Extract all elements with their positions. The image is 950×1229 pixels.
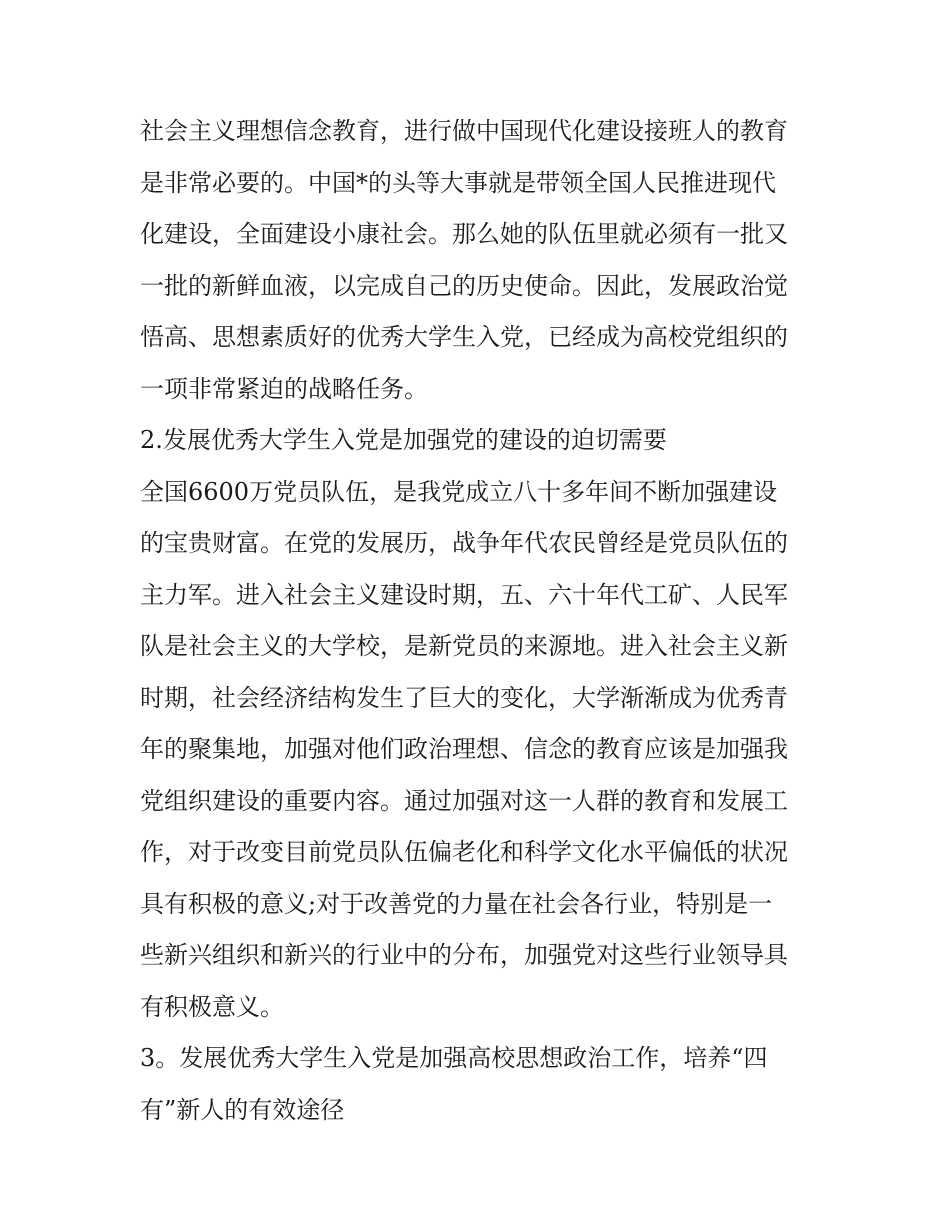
section-heading-3: 3。发展优秀大学生入党是加强高校思想政治工作，培养“四 (140, 1044, 768, 1072)
text-line: 主力军。进入社会主义建设时期，五、六十年代工矿、人民军 (140, 580, 788, 609)
text-line: 化建设，全面建设小康社会。那么她的队伍里就必须有一批又 (140, 220, 788, 248)
text-line: 些新兴组织和新兴的行业中的分布，加强党对这些行业领导具 (140, 941, 788, 969)
text-line: 悟高、思想素质好的优秀大学生入党，已经成为高校党组织的 (140, 323, 788, 351)
text-line: 队是社会主义的大学校，是新党员的来源地。进入社会主义新 (140, 632, 788, 660)
text-line: 党组织建设的重要内容。通过加强对这一人群的教育和发展工 (140, 786, 788, 815)
text-line: 是非常必要的。中国*的头等大事就是带领全国人民推进现代 (140, 168, 776, 197)
text-line: 时期，社会经济结构发生了巨大的变化，大学渐渐成为优秀青 (140, 683, 788, 712)
section-heading-3-continued: 有”新人的有效途径 (140, 1095, 345, 1124)
document-body (140, 106, 820, 1136)
text-line: 的宝贵财富。在党的发展历，战争年代农民曾经是党员队伍的 (140, 529, 788, 557)
text-line: 全国6600万党员队伍，是我党成立八十多年间不断加强建设 (140, 477, 778, 506)
text-line: 作，对于改变目前党员队伍偏老化和科学文化水平偏低的状况 (140, 838, 788, 866)
text-line: 一批的新鲜血液，以完成自己的历史使命。因此，发展政治觉 (140, 271, 788, 300)
text-line: 有积极意义。 (140, 992, 284, 1021)
text-line: 年的聚集地，加强对他们政治理想、信念的教育应该是加强我 (140, 735, 788, 763)
text-line: 具有积极的意义;对于改善党的力量在社会各行业，特别是一 (140, 889, 773, 918)
text-line: 一项非常紧迫的战略任务。 (140, 374, 428, 403)
text-line: 社会主义理想信念教育，进行做中国现代化建设接班人的教育 (140, 117, 788, 145)
section-heading-2: 2.发展优秀大学生入党是加强党的建设的迫切需要 (140, 426, 667, 454)
